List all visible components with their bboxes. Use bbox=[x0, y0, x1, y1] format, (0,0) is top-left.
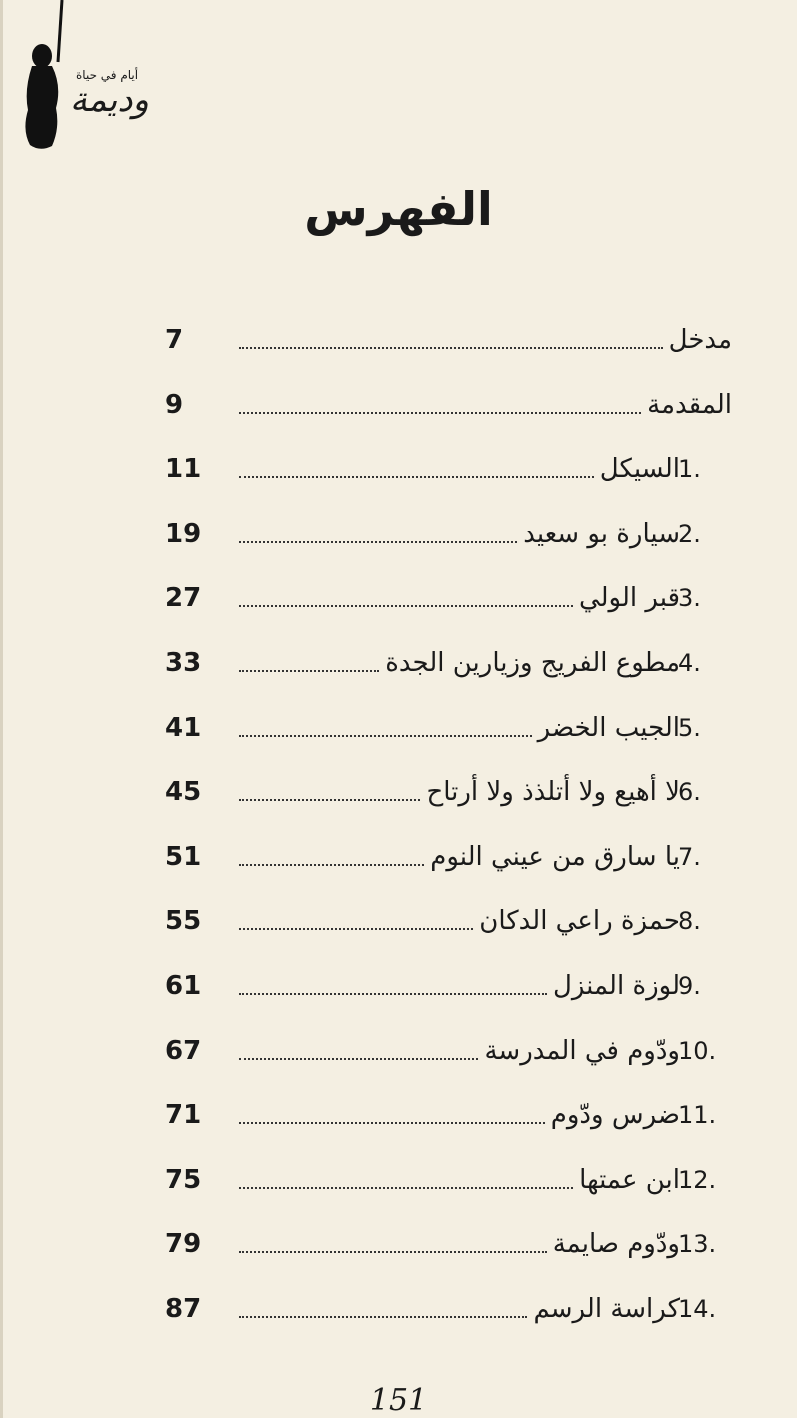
toc-entry bbox=[165, 897, 730, 945]
toc-entry bbox=[165, 510, 730, 558]
entry-number: 12. bbox=[678, 1166, 717, 1194]
toc-entry bbox=[165, 1156, 730, 1204]
dot-leader bbox=[239, 412, 641, 414]
entry-title: ضرس ودّوم bbox=[550, 1100, 680, 1130]
dot-leader bbox=[239, 735, 532, 737]
page-title: الفهرس bbox=[304, 182, 493, 236]
logo-subtitle: أيام في حياة bbox=[76, 68, 139, 82]
entry-number: 2. bbox=[678, 520, 701, 548]
toc-entry bbox=[165, 704, 730, 752]
dot-leader bbox=[239, 670, 379, 672]
entry-title: قبر الولي bbox=[578, 583, 680, 613]
toc-entry bbox=[165, 768, 730, 816]
entry-page-number: 67 bbox=[165, 1036, 202, 1066]
dot-leader bbox=[239, 605, 573, 607]
entry-number: 13. bbox=[678, 1230, 717, 1258]
dot-leader bbox=[239, 928, 473, 930]
entry-page-number: 61 bbox=[165, 971, 202, 1001]
entry-number: 6. bbox=[678, 778, 701, 806]
entry-title: مدخل bbox=[668, 325, 732, 355]
toc-entry bbox=[165, 1220, 730, 1268]
toc-entry bbox=[165, 574, 730, 622]
dot-leader bbox=[239, 1251, 547, 1253]
dot-leader bbox=[239, 347, 663, 349]
dot-leader bbox=[239, 993, 547, 995]
toc-entry bbox=[165, 833, 730, 881]
dot-leader bbox=[239, 1187, 573, 1189]
toc-entry bbox=[165, 381, 730, 429]
entry-page-number: 75 bbox=[165, 1165, 202, 1195]
entry-page-number: 27 bbox=[165, 583, 202, 613]
entry-number: 5. bbox=[678, 714, 701, 742]
entry-title: الجيب الخضر bbox=[537, 713, 680, 743]
entry-title: السيكل bbox=[599, 454, 680, 484]
entry-title: ودّوم صايمة bbox=[552, 1229, 680, 1259]
entry-page-number: 7 bbox=[165, 325, 184, 355]
entry-number: 3. bbox=[678, 584, 701, 612]
dot-leader bbox=[239, 1316, 527, 1318]
entry-page-number: 19 bbox=[165, 519, 202, 549]
entry-title: المقدمة bbox=[647, 390, 732, 420]
dot-leader bbox=[239, 864, 424, 866]
toc-entry bbox=[165, 1285, 730, 1333]
toc-entry bbox=[165, 1091, 730, 1139]
entry-title: لا أهيع ولا أتلذذ ولا أرتاح bbox=[426, 777, 680, 807]
dot-leader bbox=[239, 799, 420, 801]
entry-page-number: 41 bbox=[165, 713, 202, 743]
entry-page-number: 33 bbox=[165, 648, 202, 678]
page-number: 151 bbox=[369, 1383, 428, 1418]
entry-title: كراسة الرسم bbox=[533, 1294, 680, 1324]
entry-title: مطوع الفريج وزيارين الجدة bbox=[385, 648, 680, 678]
toc-entry bbox=[165, 445, 730, 493]
entry-number: 7. bbox=[678, 843, 701, 871]
entry-number: 9. bbox=[678, 972, 701, 1000]
entry-number: 10. bbox=[678, 1037, 717, 1065]
toc-entry bbox=[165, 962, 730, 1010]
entry-number: 14. bbox=[678, 1295, 717, 1323]
entry-title: سيارة بو سعيد bbox=[523, 519, 680, 549]
entry-number: 1. bbox=[678, 455, 701, 483]
entry-page-number: 9 bbox=[165, 390, 184, 420]
entry-page-number: 79 bbox=[165, 1229, 202, 1259]
entry-number: 8. bbox=[678, 907, 701, 935]
toc-entry bbox=[165, 316, 730, 364]
logo-title: وديمة bbox=[70, 80, 149, 120]
entry-number: 11. bbox=[678, 1101, 717, 1129]
dot-leader bbox=[239, 476, 594, 478]
entry-title: ودّوم في المدرسة bbox=[484, 1036, 680, 1066]
dot-leader bbox=[239, 541, 517, 543]
toc-entry bbox=[165, 1027, 730, 1075]
entry-number: 4. bbox=[678, 649, 701, 677]
entry-page-number: 11 bbox=[165, 454, 202, 484]
entry-page-number: 51 bbox=[165, 842, 202, 872]
entry-title: حمزة راعي الدكان bbox=[479, 906, 680, 936]
entry-page-number: 87 bbox=[165, 1294, 202, 1324]
entry-page-number: 55 bbox=[165, 906, 202, 936]
entry-page-number: 45 bbox=[165, 777, 202, 807]
dot-leader bbox=[239, 1122, 545, 1124]
entry-title: يا سارق من عيني النوم bbox=[430, 842, 680, 872]
entry-title: لوزة المنزل bbox=[552, 971, 680, 1001]
entry-page-number: 71 bbox=[165, 1100, 202, 1130]
entry-title: ابن عمتها bbox=[579, 1165, 680, 1195]
dot-leader bbox=[239, 1058, 478, 1060]
toc-entry bbox=[165, 639, 730, 687]
